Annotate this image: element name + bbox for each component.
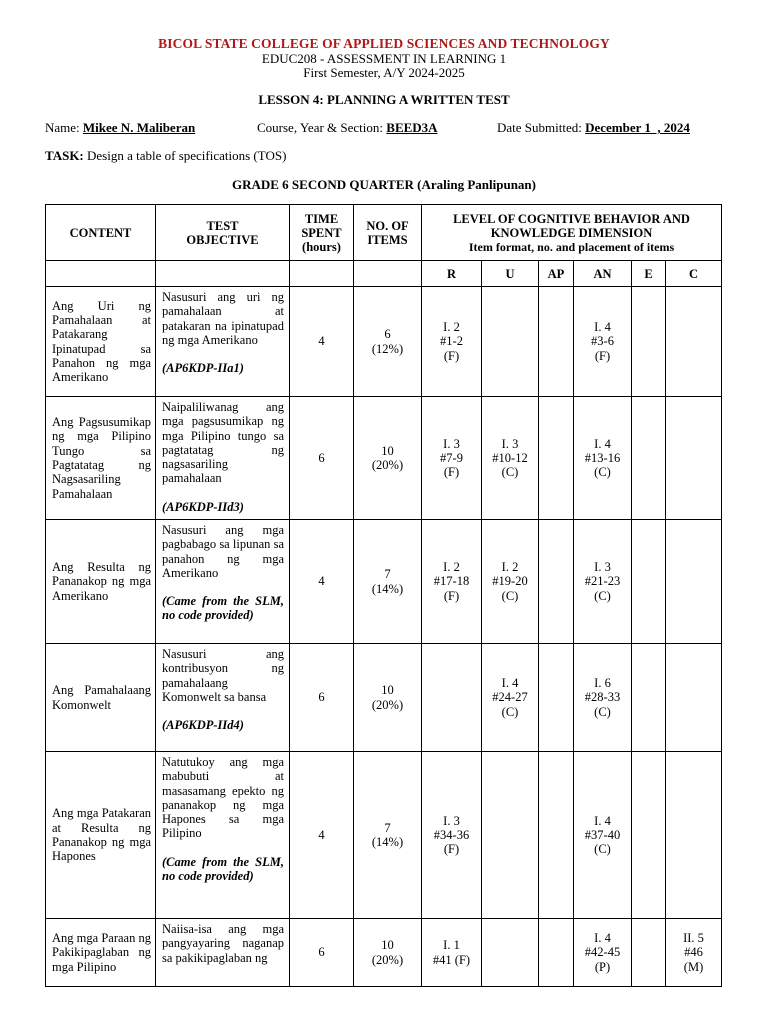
level-cell-r: I. 3 #7-9 (F) [422, 397, 482, 520]
section-label: Course, Year & Section: [257, 120, 384, 135]
level-cell-e [632, 397, 666, 520]
level-cell-e [632, 644, 666, 752]
table-row [46, 644, 722, 752]
level-cell-r: I. 1 #41 (F) [422, 919, 482, 987]
section-field [257, 120, 438, 136]
blank-cell [290, 261, 354, 287]
level-cell-c [666, 520, 722, 644]
section-value: BEED3A [386, 120, 438, 135]
level-header-r: R [422, 261, 482, 287]
objective-text: Naiisa-isa ang mga pangyayaring naganap sa pakikipaglaban ng [162, 922, 284, 965]
level-cell-u [482, 752, 539, 919]
level-cell-ap [539, 520, 574, 644]
items-cell: 6 (12%) [354, 287, 422, 397]
table-row [46, 287, 722, 397]
level-header-e: E [632, 261, 666, 287]
time-cell: 4 [290, 520, 354, 644]
date-value: December 1 , 2024 [585, 120, 690, 135]
content-cell: Ang Pamahalaang Komonwelt [46, 644, 156, 752]
grade-title: GRADE 6 SECOND QUARTER (Araling Panlipunan) [231, 177, 536, 192]
competency-code: (AP6KDP-IId4) [162, 718, 244, 733]
competency-code: (Came from the SLM, no code provided) [162, 594, 284, 623]
objective-text: Naipaliliwanag ang mga pagsusumikap ng mga Pilipino tungo sa pagtatatag ng nagsasariling pamahalaan [162, 400, 284, 486]
level-cell-ap [539, 752, 574, 919]
level-cell-e [632, 287, 666, 397]
institution-title: BICOL STATE COLLEGE OF APPLIED SCIENCES AND TECHNOLOGY [158, 36, 610, 51]
header-level [422, 205, 722, 261]
items-cell: 7 (14%) [354, 520, 422, 644]
objective-cell [156, 520, 290, 644]
content-cell: Ang Resulta ng Pananakop ng mga Amerikano [46, 520, 156, 644]
level-cell-an: I. 4 #37-40 (C) [574, 752, 632, 919]
items-cell: 7 (14%) [354, 752, 422, 919]
level-cell-an: I. 4 #3-6 (F) [574, 287, 632, 397]
content-cell: Ang mga Patakaran at Resulta ng Pananakop ng mga Hapones [46, 752, 156, 919]
time-cell: 4 [290, 752, 354, 919]
task-text: Design a table of specifications (TOS) [83, 148, 287, 163]
content-cell: Ang Uri ng Pamahalaan at Patakarang Ipinatupad sa Panahon ng mga Amerikano [46, 287, 156, 397]
header-items: NO. OF ITEMS [354, 205, 422, 261]
objective-cell [156, 287, 290, 397]
level-header-ap: AP [539, 261, 574, 287]
lesson-title: LESSON 4: PLANNING A WRITTEN TEST [258, 92, 510, 107]
competency-code: (Came from the SLM, no code provided) [162, 854, 284, 884]
table-row [46, 919, 722, 987]
level-header-an: AN [574, 261, 632, 287]
semester-line: First Semester, A/Y 2024-2025 [303, 65, 465, 80]
level-cell-e [632, 919, 666, 987]
date-field [497, 120, 690, 136]
time-cell: 6 [290, 397, 354, 520]
level-cell-u: I. 3 #10-12 (C) [482, 397, 539, 520]
objective-text: Nasusuri ang mga pagbabago sa lipunan sa panahon ng mga Amerikano [162, 523, 284, 580]
task-line [45, 148, 286, 164]
objective-cell [156, 397, 290, 520]
level-cell-r: I. 2 #1-2 (F) [422, 287, 482, 397]
level-cell-e [632, 752, 666, 919]
table-row [46, 752, 722, 919]
task-label: TASK: [45, 148, 84, 163]
competency-code: (AP6KDP-IIa1) [162, 361, 244, 376]
tos-body [46, 287, 722, 987]
items-cell: 10 (20%) [354, 644, 422, 752]
level-cell-r: I. 2 #17-18 (F) [422, 520, 482, 644]
name-field [45, 120, 195, 136]
level-cell-an: I. 4 #42-45 (P) [574, 919, 632, 987]
level-cell-an: I. 3 #21-23 (C) [574, 520, 632, 644]
header-content: CONTENT [46, 205, 156, 261]
level-header-u: U [482, 261, 539, 287]
content-cell: Ang Pagsusumikap ng mga Pilipino Tungo sa Pagtatatag ng Nagsasariling Pamahalaan [46, 397, 156, 520]
level-header-c: C [666, 261, 722, 287]
time-cell: 4 [290, 287, 354, 397]
name-label: Name: [45, 120, 80, 135]
table-row [46, 520, 722, 644]
header-level-title: LEVEL OF COGNITIVE BEHAVIOR AND KNOWLEDGE DIMENSION [453, 211, 690, 240]
level-cell-c: II. 5 #46 (M) [666, 919, 722, 987]
level-cell-an: I. 6 #28-33 (C) [574, 644, 632, 752]
objective-cell [156, 644, 290, 752]
level-cell-r [422, 644, 482, 752]
level-header-row [46, 261, 722, 287]
competency-code: (AP6KDP-IId3) [162, 499, 244, 514]
time-cell: 6 [290, 644, 354, 752]
objective-cell [156, 919, 290, 987]
header-level-subtitle: Item format, no. and placement of items [468, 239, 675, 254]
level-cell-c [666, 752, 722, 919]
objective-text: Natutukoy ang mga mabubuti at masasamang epekto ng pananakop ng mga Hapones sa mga Pilipino [162, 755, 284, 841]
time-cell: 6 [290, 919, 354, 987]
items-cell: 10 (20%) [354, 919, 422, 987]
level-cell-c [666, 287, 722, 397]
objective-text: Nasusuri ang uri ng pamahalaan at patakaran na ipinatupad ng mga Amerikano [162, 290, 284, 347]
level-cell-u [482, 287, 539, 397]
level-cell-r: I. 3 #34-36 (F) [422, 752, 482, 919]
name-value: Mikee N. Maliberan [82, 120, 196, 135]
level-cell-u: I. 2 #19-20 (C) [482, 520, 539, 644]
level-cell-c [666, 397, 722, 520]
blank-cell [156, 261, 290, 287]
level-cell-c [666, 644, 722, 752]
header-time: TIME SPENT (hours) [290, 205, 354, 261]
items-cell: 10 (20%) [354, 397, 422, 520]
blank-cell [354, 261, 422, 287]
header-objective: TEST OBJECTIVE [156, 205, 290, 261]
level-cell-ap [539, 287, 574, 397]
objective-cell [156, 752, 290, 919]
level-cell-an: I. 4 #13-16 (C) [574, 397, 632, 520]
content-cell: Ang mga Paraan ng Pakikipaglaban ng mga Pilipino [46, 919, 156, 987]
level-cell-ap [539, 644, 574, 752]
level-cell-u: I. 4 #24-27 (C) [482, 644, 539, 752]
table-row [46, 397, 722, 520]
level-cell-u [482, 919, 539, 987]
course-title: EDUC208 - ASSESSMENT IN LEARNING 1 [261, 51, 507, 66]
tos-table [45, 204, 722, 987]
date-label: Date Submitted: [497, 120, 582, 135]
level-cell-ap [539, 919, 574, 987]
level-cell-e [632, 520, 666, 644]
level-cell-ap [539, 397, 574, 520]
objective-text: Nasusuri ang kontribusyon ng pamahalaang Komonwelt sa bansa [162, 647, 284, 704]
blank-cell [46, 261, 156, 287]
